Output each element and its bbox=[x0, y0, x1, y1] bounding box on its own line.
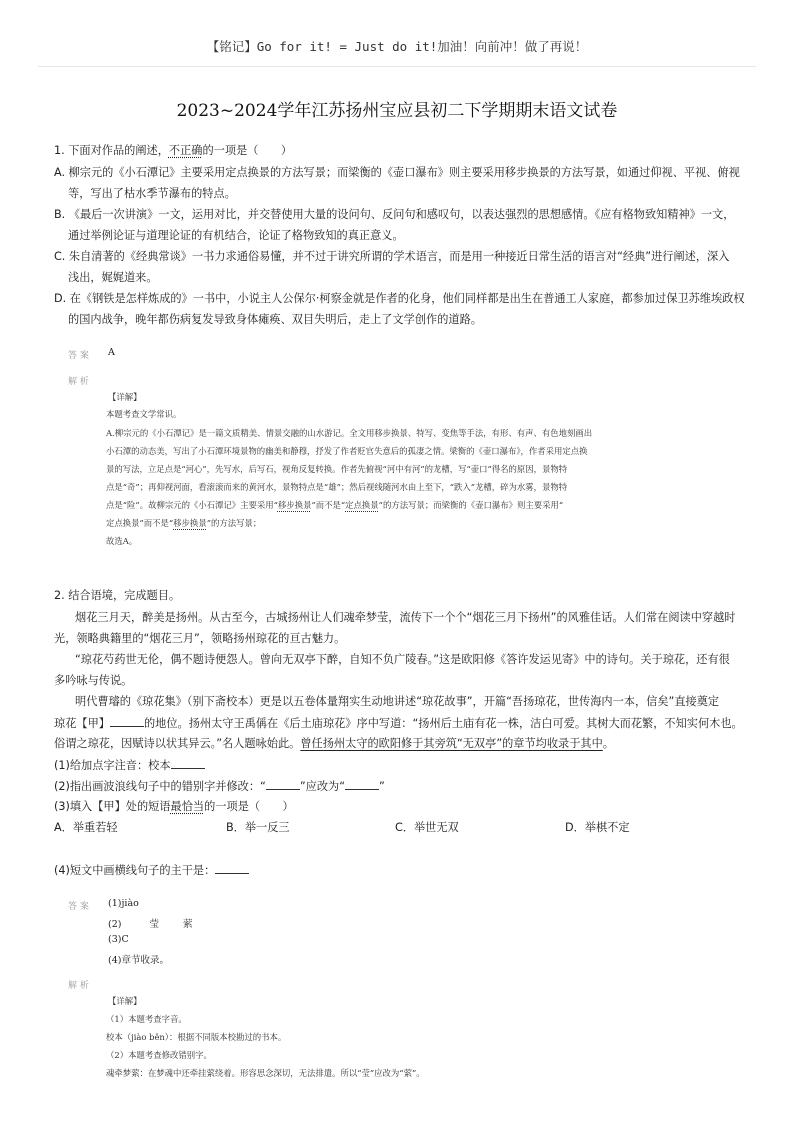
answer-value: A bbox=[108, 347, 115, 358]
subquestion-text: (2)指出画波浪线句子中的错别字并修改：“ bbox=[54, 780, 266, 793]
option-c-cont: 浅出，娓娓道来。 bbox=[68, 271, 158, 284]
answer-label: 答 案 bbox=[68, 902, 89, 912]
subquestion-text: ” bbox=[379, 780, 385, 793]
option-a: A. 柳宗元的《小石潭记》主要采用定点换景的方法写景；而梁衡的《壶口瀑布》则主要采用移步换景的方法写景，如通过仰视、平视、俯视 bbox=[54, 166, 740, 179]
analysis-line: 本题考查文学常识。 bbox=[106, 409, 182, 419]
choice-c: C．举世无双 bbox=[395, 821, 459, 834]
analysis-line: （1）本题考查字音。 bbox=[106, 1014, 187, 1024]
answer-line: (4)章节收录。 bbox=[108, 955, 169, 966]
answer-text: 萦 bbox=[182, 919, 193, 930]
option-d-cont: 的国内战争，晚年都伤病复发导致身体瘫痪、双目失明后，走上了文学创作的道路。 bbox=[68, 313, 482, 326]
emphasis-text: 不正确 bbox=[168, 144, 203, 157]
passage-line bbox=[54, 716, 743, 731]
answer-blank bbox=[345, 779, 379, 790]
analysis-line: 点是“奇”；再仰视河面，看滚滚而来的黄河水，景物特点是“雄”；然后视线随河水由上至下，“跌入”龙槽，碎为水雾，景物特 bbox=[106, 482, 568, 492]
stem-text: 的一项是（ ） bbox=[202, 144, 293, 157]
analysis-text: ”的方法写景；而梁衡的《壶口瀑布》则主要采用“ bbox=[378, 500, 564, 510]
passage-text: 俗谓之琼花，因赋诗以状其异云。”名人题咏始此。 bbox=[54, 737, 301, 750]
answer-label: 答 案 bbox=[68, 351, 89, 361]
analysis-text: ”而不是“ bbox=[311, 500, 346, 510]
analysis-line: 景的写法，立足点是“河心”，先写水，后写石，视角反复转换。作者先俯视“河中有河”的龙槽，写“壶口”得名的原因，景物特 bbox=[106, 464, 568, 474]
header-divider bbox=[38, 66, 756, 67]
analysis-emphasis: 移步换景 bbox=[173, 518, 207, 528]
analysis-line bbox=[106, 499, 563, 511]
subquestion-text: (1)给加点字注音：校本 bbox=[54, 759, 171, 772]
answer-text: 莹 bbox=[149, 919, 159, 930]
answer-blank bbox=[215, 863, 249, 874]
answer-text: (2) bbox=[108, 919, 122, 930]
analysis-text: ”的方法写景； bbox=[206, 518, 262, 528]
question-2-stem: 2. 结合语境，完成题目。 bbox=[54, 589, 181, 602]
subquestion-3 bbox=[54, 800, 294, 814]
analysis-line: 小石潭的动态美，写出了小石潭环境景物的幽美和静穆，抒发了作者贬官失意后的孤凄之情。梁衡的《壶口瀑布》，作者采用定点换 bbox=[106, 446, 588, 456]
subquestion-4 bbox=[54, 863, 249, 878]
analysis-text: ”而不是“ bbox=[139, 518, 174, 528]
passage-line: 明代曹璿的《琼花集》（别下斋校本）更是以五卷体量翔实生动地讲述“琼花故事”，开篇“吾扬琼花，世传海内一本，信矣”直接奠定 bbox=[75, 695, 720, 708]
subquestion-2 bbox=[54, 779, 385, 794]
option-d: D. 在《钢铁是怎样炼成的》一书中，小说主人公保尔·柯察金就是作者的化身，他们同样都是出生在普通工人家庭，都参加过保卫苏维埃政权 bbox=[54, 292, 745, 305]
passage-text: 琼花【甲】 bbox=[54, 717, 110, 730]
option-a-cont: 等，写出了枯水季节瀑布的特点。 bbox=[68, 187, 236, 200]
analysis-line: 校本（jiào běn）：根据不同版本校勘过的书本。 bbox=[106, 1032, 287, 1042]
underlined-sentence: 曾任扬州太守的欧阳修于其旁筑“无双亭”的章节均收录于其中 bbox=[300, 737, 603, 750]
answer-blank bbox=[266, 779, 300, 790]
analysis-label: 解 析 bbox=[68, 981, 89, 991]
passage-line: 多吟咏与传说。 bbox=[54, 674, 133, 687]
analysis-line: 故选A。 bbox=[106, 536, 138, 546]
analysis-label: 解 析 bbox=[68, 377, 89, 387]
subquestion-1 bbox=[54, 758, 205, 773]
passage-line bbox=[54, 737, 614, 751]
choice-d: D．举棋不定 bbox=[565, 821, 630, 834]
answer-line: (3)C bbox=[108, 934, 129, 945]
passage-text: 的地位。扬州太守王禹偁在《后土庙琼花》序中写道：“扬州后土庙有花一株，洁白可爱。其树大而花繁，不知实何木也。 bbox=[143, 717, 743, 730]
analysis-emphasis: 移步换景 bbox=[277, 500, 312, 510]
analysis-line bbox=[106, 517, 261, 529]
emphasis-text: 最恰当 bbox=[170, 800, 205, 813]
analysis-line: 魂牵梦萦：在梦魂中还牵挂萦绕着。形容思念深切，无法排遣。所以“莹”应改为“萦”。 bbox=[106, 1068, 425, 1078]
analysis-line: A.柳宗元的《小石潭记》是一篇文质精美、情景交融的山水游记。全文用移步换景、特写、变焦等手法，有形、有声、有色地刻画出 bbox=[106, 428, 593, 438]
page-title: 2023~2024学年江苏扬州宝应县初二下学期期末语文试卷 bbox=[176, 101, 618, 121]
answer-line bbox=[108, 916, 193, 930]
fill-blank bbox=[110, 716, 144, 727]
analysis-heading: 【详解】 bbox=[108, 392, 142, 402]
question-1-stem bbox=[54, 144, 292, 158]
analysis-text: 点是“险”。故柳宗元的《小石潭记》主要采用“ bbox=[106, 500, 278, 510]
motto-banner: 【铭记】Go for it! = Just do it!加油！向前冲！做了再说！ bbox=[206, 39, 588, 54]
analysis-emphasis: 定点换景 bbox=[345, 500, 379, 510]
answer-blank bbox=[171, 758, 205, 769]
subquestion-text: ”应改为“ bbox=[299, 780, 345, 793]
choice-a: A．举重若轻 bbox=[54, 821, 118, 834]
analysis-line: （2）本题考查修改错别字。 bbox=[106, 1050, 212, 1060]
passage-line: “琼花芍药世无伦，偶不题诗便怨人。曾向无双亭下醉，自知不负广陵春。”这是欧阳修《答许发运见寄》中的诗句。关于琼花，还有很 bbox=[75, 653, 730, 666]
option-c: C. 朱自清著的《经典常谈》一书力求通俗易懂，并不过于讲究所谓的学术语言，而是用一种接近日常生活的语言对“经典”进行阐述，深入 bbox=[54, 250, 730, 263]
answer-line: (1)jiào bbox=[108, 898, 139, 909]
passage-line: 烟花三月天，醉美是扬州。从古至今，古城扬州让人们魂牵梦莹，流传下一个个“烟花三月下扬州”的风雅佳话。人们常在阅读中穿越时 bbox=[75, 611, 736, 624]
option-b: B. 《最后一次讲演》一文，运用对比，并交替使用大量的设问句、反问句和感叹句，以表达强烈的思想感情。《应有格物致知精神》一文， bbox=[54, 208, 735, 221]
subquestion-text: (3)填入【甲】处的短语 bbox=[54, 800, 171, 813]
passage-line: 光，领略典籍里的“烟花三月”，领略扬州琼花的亘古魅力。 bbox=[54, 632, 346, 645]
stem-text: 1. 下面对作品的阐述， bbox=[54, 144, 169, 157]
subquestion-text: 的一项是（ ） bbox=[204, 800, 294, 813]
analysis-text: 定点换景 bbox=[106, 518, 140, 528]
passage-text: 。 bbox=[602, 737, 614, 750]
choice-b: B．举一反三 bbox=[226, 821, 290, 834]
analysis-heading: 【详解】 bbox=[108, 996, 142, 1006]
option-b-cont: 通过举例论证与道理论证的有机结合，论证了格物致知的真正意义。 bbox=[68, 229, 404, 242]
subquestion-text: (4)短文中画横线句子的主干是： bbox=[54, 864, 216, 877]
